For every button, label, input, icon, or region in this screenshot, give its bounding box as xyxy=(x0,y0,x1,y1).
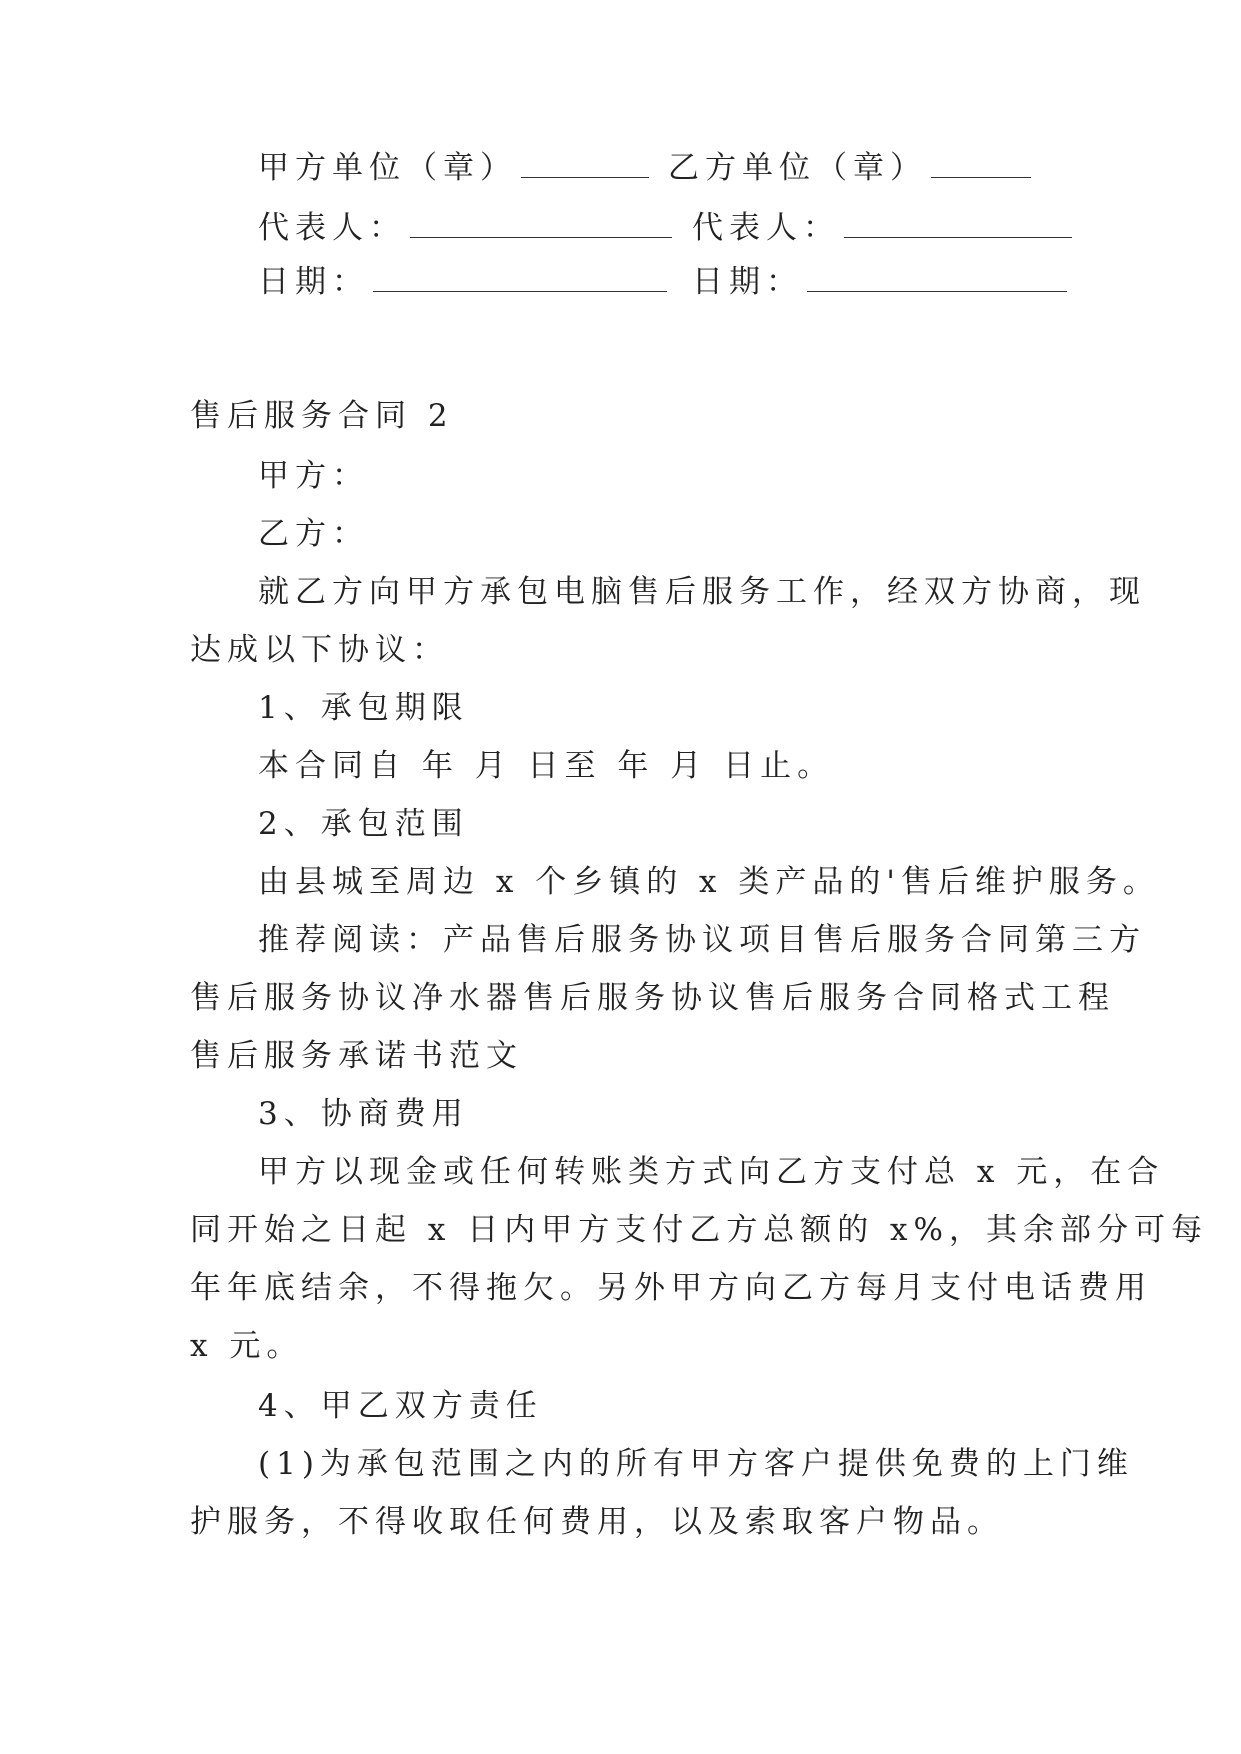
intro-line-1: 就乙方向甲方承包电脑售后服务工作，经双方协商，现 xyxy=(258,574,1146,610)
section-4-heading: 4、甲乙双方责任 xyxy=(258,1388,543,1424)
section-1-text: 本合同自 年 月 日至 年 月 日止。 xyxy=(258,748,835,784)
section-3-line-3: 年年底结余，不得拖欠。另外甲方向乙方每月支付电话费用 xyxy=(190,1270,1152,1306)
section-2-heading: 2、承包范围 xyxy=(258,806,469,842)
recommend-line-2: 售后服务协议净水器售后服务协议售后服务合同格式工程 xyxy=(190,980,1115,1016)
section-3-heading: 3、协商费用 xyxy=(258,1096,469,1132)
signature-row-representative xyxy=(258,208,1058,248)
recommend-line-3: 售后服务承诺书范文 xyxy=(190,1038,523,1074)
party-a-unit xyxy=(258,148,649,188)
contract-title: 售后服务合同 2 xyxy=(190,398,454,434)
section-4-item-1-line-1: (1)为承包范围之内的所有甲方客户提供免费的上门维 xyxy=(258,1446,1134,1482)
party-a-representative-blank xyxy=(410,211,672,238)
party-a-date-label: 日期： xyxy=(258,264,369,300)
party-b-date xyxy=(692,262,1067,302)
party-b-unit xyxy=(668,148,1031,188)
party-b-line: 乙方： xyxy=(258,516,369,552)
intro-line-2: 达成以下协议： xyxy=(190,632,449,668)
section-3-line-2: 同开始之日起 x 日内甲方支付乙方总额的 x%，其余部分可每 xyxy=(190,1212,1208,1248)
party-b-unit-blank xyxy=(931,151,1031,178)
signature-row-unit xyxy=(258,148,1058,188)
party-b-date-label: 日期： xyxy=(692,264,803,300)
party-b-representative xyxy=(692,208,1072,248)
section-3-line-4: x 元。 xyxy=(190,1328,304,1364)
party-a-unit-blank xyxy=(521,151,649,178)
party-a-date-blank xyxy=(373,265,667,292)
party-a-line: 甲方： xyxy=(258,458,369,494)
recommend-line-1: 推荐阅读：产品售后服务协议项目售后服务合同第三方 xyxy=(258,922,1146,958)
party-b-unit-label: 乙方单位（章） xyxy=(668,150,927,186)
section-3-line-1: 甲方以现金或任何转账类方式向乙方支付总 x 元，在合 xyxy=(258,1154,1165,1190)
party-b-representative-label: 代表人： xyxy=(692,210,840,246)
party-a-representative-label: 代表人： xyxy=(258,210,406,246)
party-a-representative xyxy=(258,208,672,248)
signature-row-date xyxy=(258,262,1058,302)
party-a-unit-label: 甲方单位（章） xyxy=(258,150,517,186)
section-4-item-1-line-2: 护服务，不得收取任何费用，以及索取客户物品。 xyxy=(190,1504,1004,1540)
party-b-date-blank xyxy=(807,265,1067,292)
section-1-heading: 1、承包期限 xyxy=(258,690,469,726)
party-a-date xyxy=(258,262,667,302)
section-2-text: 由县城至周边 x 个乡镇的 x 类产品的'售后维护服务。 xyxy=(258,864,1160,900)
party-b-representative-blank xyxy=(844,211,1072,238)
